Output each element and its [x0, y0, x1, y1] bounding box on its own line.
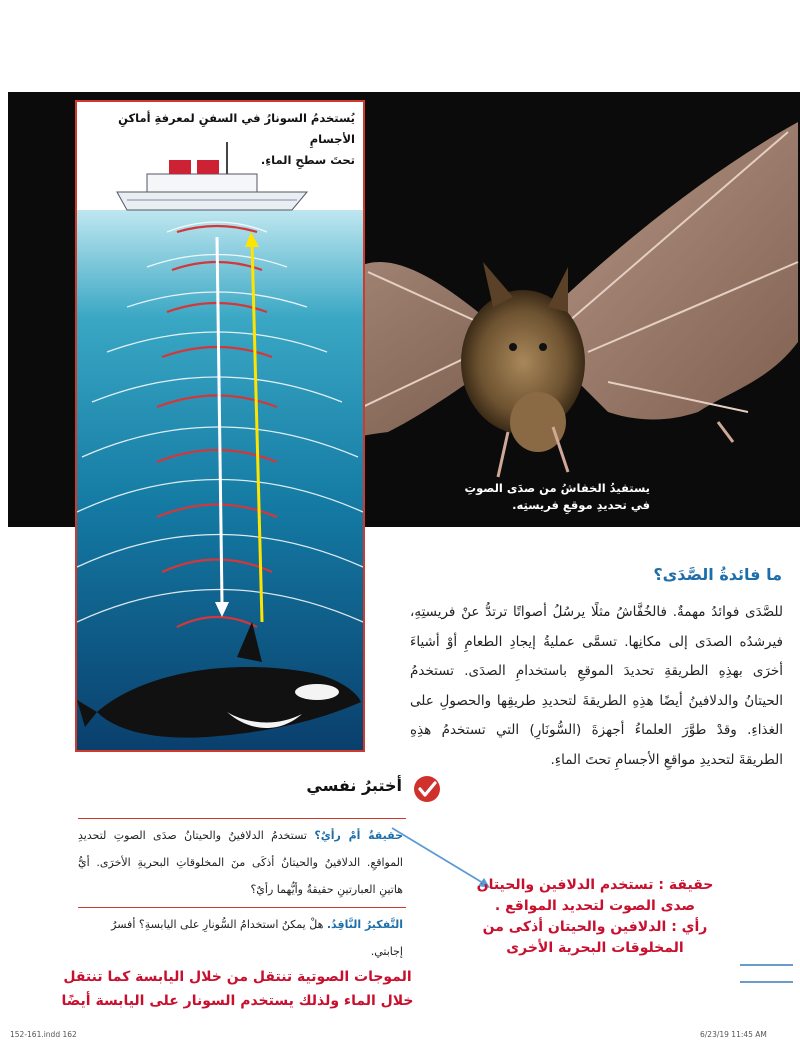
divider — [78, 907, 406, 908]
sonar-caption: يُستخدمُ السونارُ في السفنِ لمعرفةِ أماكنِ الأجسامِ تحتَ سطحِ الماءِ. — [118, 111, 355, 167]
question-label: التَّفكيرُ النَّاقِدُ. — [326, 918, 403, 931]
question-critical-thinking — [78, 911, 403, 965]
question-fact-opinion — [78, 822, 403, 903]
footer-timestamp: 6/23/19 11:45 AM — [700, 1030, 767, 1039]
student-answer-critical-thinking: الموجات الصوتية تنتقل من خلال اليابسة كما تنتقل خلال الماء ولذلك يستخدم السونار على اليابسة أيضًا — [61, 969, 414, 1009]
self-test-title: أختبرُ نفسي — [306, 776, 402, 795]
student-answer-fact-opinion: حقيقة : تستخدم الدلافين والحيتان صدى الصوت لتحديد المواقع . رأي : الدلافين والحيتان أذكى من المخلوقات البحرية الأخرى — [476, 877, 714, 956]
question-text: هلْ يمكنُ استخدامُ السُّونارِ على اليابسةِ؟ أفسرُ إجابتي. — [111, 918, 403, 958]
checkmark-icon — [412, 774, 442, 808]
section-body: للصَّدَى فوائدُ مهمةٌ. فالخُفَّاشُ مثلًا يرسُلُ أصواتًا ترتدُّ عنْ فريستِهِ، فيرشدُه الصدَى إلى مكانِها. تسمَّى عمليةُ إيجادِ الطعامِ أوْ أشياءَ أخرَى بهذِهِ الطريقةِ تحديدَ الموقعِ باستخدامِ الصدَى. تستخدمُ الحيتانُ والدلافينُ أيضًا هذِهِ الطريقةَ لتحديدِ طريقِها والحصولِ على الغذاءِ. وقدْ طوَّرَ العلماءُ أجهزةَ (السُّونَارِ) التي تستخدمُ هذِهِ الطريقةَ لتحديدِ مواقعِ الأجسامِ تحتَ الماءِ. — [410, 604, 783, 768]
question-text: تستخدمُ الدلافينُ والحيتانُ صدَى الصوتِ لتحديدِ المواقعِ. الدلافينُ والحيتانُ أذكَى منَ المخلوقاتِ البحريةِ الأخرَى. أيُّ هاتينِ العبارتينِ حقيقةٌ وأيُّهما رأيٌ؟ — [78, 829, 403, 896]
margin-marks — [735, 960, 795, 990]
section-title: ما فائدةُ الصَّدَى؟ — [653, 565, 782, 584]
question-label: حقيقةٌ أمْ رأيٌ؟ — [314, 829, 403, 842]
footer-file-info: 152-161.indd 162 — [10, 1030, 77, 1039]
bat-caption: يستفيدُ الخفاشُ من صدَى الصوتِ في تحديدِ موقعِ فريستِه. — [464, 481, 650, 512]
sonar-illustration — [77, 102, 363, 750]
sonar-panel — [75, 100, 365, 752]
divider — [78, 818, 406, 819]
